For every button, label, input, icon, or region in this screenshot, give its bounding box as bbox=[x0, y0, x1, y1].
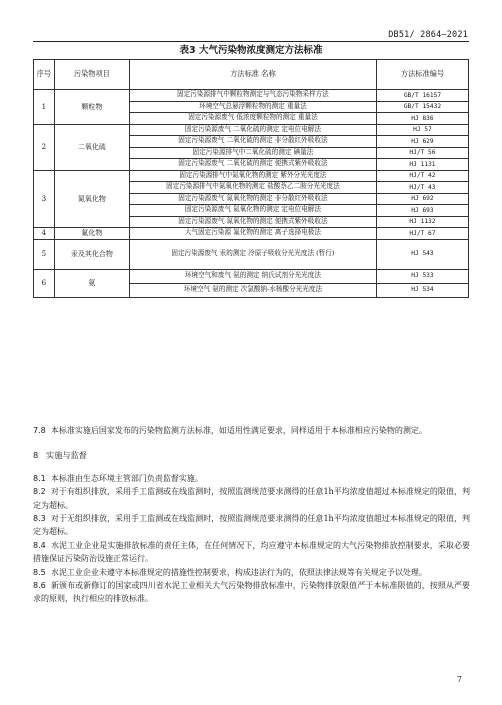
section-title: 实施与监督 bbox=[46, 450, 87, 461]
method-code: HJ 543 bbox=[376, 239, 468, 269]
method-code: HJ 533 bbox=[376, 269, 468, 283]
clause-number: 8.1 bbox=[33, 473, 46, 483]
clause-text: 本标准由生态环境主管部门负责监督实施。 bbox=[50, 473, 203, 483]
table-row bbox=[34, 90, 469, 102]
method-code: HJ 692 bbox=[376, 193, 468, 205]
method-name: 大气固定污染源 氟化物的测定 离子选择电极法 bbox=[129, 228, 376, 240]
method-code: HJ/T 67 bbox=[376, 228, 468, 240]
clause-text: 对于无组织排放，采用手工监测或在线监测时，按照监测规范要求测得的任意1h平均浓度值超过本标准规定的限值，判定为超标。 bbox=[33, 514, 470, 537]
section-heading bbox=[33, 449, 470, 462]
table-row bbox=[34, 269, 469, 283]
clause-8-1 bbox=[33, 472, 470, 485]
clause-8-3 bbox=[33, 512, 470, 539]
section-number: 8 bbox=[33, 450, 39, 461]
method-code: HJ 534 bbox=[376, 283, 468, 297]
method-name: 固定污染源排气中氮氧化物的测定 紫外分光光度法 bbox=[129, 170, 376, 182]
row-number: 3 bbox=[34, 170, 55, 228]
pollutant-name: 二氧化硫 bbox=[54, 124, 129, 170]
method-code: HJ 1132 bbox=[376, 216, 468, 228]
clause-text: 新颁布或新修订的国家或四川省水泥工业相关大气污染物排放标准中，污染物排放限值严于本标准限值的，按照从严要求的原则，执行相应的排放标准。 bbox=[33, 581, 470, 604]
table-title: 表3 大气污染物浓度测定方法标准 bbox=[179, 45, 323, 56]
document-code: DB51/ 2864—2021 bbox=[388, 30, 468, 40]
clause-text: 水泥工业企业是实施排放标准的责任主体，在任何情况下，均应遵守本标准规定的大气污染物排放控制要求，采取必要措施保证污染防治设施正常运行。 bbox=[33, 540, 470, 564]
clause-number: 8.3 bbox=[33, 514, 46, 524]
method-code: HJ/T 56 bbox=[376, 147, 468, 159]
table-row bbox=[34, 124, 469, 136]
clause-8-6 bbox=[33, 579, 470, 606]
pollutant-name: 氨 bbox=[54, 269, 129, 297]
clause-text: 本标准实施后国家发布的污染物监测方法标准，如适用性满足要求，同样适用于本标准相应污染物的测定。 bbox=[50, 426, 427, 435]
table-row bbox=[34, 228, 469, 240]
method-code: HJ/T 42 bbox=[376, 170, 468, 182]
clause-text: 对于有组织排放，采用手工监测或在线监测时，按照监测规范要求测得的任意1h平均浓度值超过本标准规定的限值，判定为超标。 bbox=[33, 487, 470, 510]
clause-number: 8.6 bbox=[33, 581, 46, 591]
method-code: HJ 57 bbox=[376, 124, 468, 136]
table-row bbox=[34, 239, 469, 269]
table-row bbox=[34, 170, 469, 182]
method-name: 固定污染源废气 氮氧化物的测定 非分散红外吸收法 bbox=[129, 193, 376, 205]
row-number: 2 bbox=[34, 124, 55, 170]
pollutant-name: 氮氧化物 bbox=[54, 170, 129, 228]
clause-number: 8.2 bbox=[33, 487, 46, 497]
row-number: 6 bbox=[34, 269, 55, 297]
method-name: 固定污染源废气 二氧化硫的测定 非分散红外吸收法 bbox=[129, 136, 376, 148]
table-header-row bbox=[34, 60, 469, 90]
method-code: HJ 629 bbox=[376, 136, 468, 148]
method-code: HJ 1131 bbox=[376, 159, 468, 171]
body-text bbox=[33, 424, 470, 606]
pollutant-name: 氟化物 bbox=[54, 228, 129, 240]
method-name: 环境空气和废气 氨的测定 纳氏试剂分光光度法 bbox=[129, 269, 376, 283]
pollutant-name: 颗粒物 bbox=[54, 90, 129, 125]
clause-7-8 bbox=[33, 424, 470, 437]
method-standards-table bbox=[33, 59, 469, 298]
method-name: 固定污染源废气 二氧化硫的测定 定电位电解法 bbox=[129, 124, 376, 136]
col-header-pollutant: 污染物项目 bbox=[54, 60, 129, 90]
method-code: GB/T 15432 bbox=[376, 101, 468, 113]
pollutant-name: 汞及其化合物 bbox=[54, 239, 129, 269]
clause-number: 7.8 bbox=[33, 426, 46, 435]
clause-8-4 bbox=[33, 539, 470, 566]
clause-8-2 bbox=[33, 485, 470, 512]
clause-number: 8.5 bbox=[33, 567, 46, 577]
method-name: 固定污染源废气 氮氧化物的测定 便携式紫外吸收法 bbox=[129, 216, 376, 228]
method-name: 环境空气总悬浮颗粒物的测定 重量法 bbox=[129, 101, 376, 113]
row-number: 5 bbox=[34, 239, 55, 269]
col-header-no: 序号 bbox=[34, 60, 55, 90]
row-number: 4 bbox=[34, 228, 55, 240]
method-name: 环境空气 氨的测定 次氯酸钠-水杨酸分光光度法 bbox=[129, 283, 376, 297]
method-code: HJ 693 bbox=[376, 205, 468, 217]
method-name: 固定污染源废气 氮氧化物的测定 定电位电解法 bbox=[129, 205, 376, 217]
method-code: HJ 836 bbox=[376, 113, 468, 125]
clause-text: 水泥工业企业未遵守本标准规定的措施性控制要求，构成违法行为的，依照法律法规等有关规定予以处理。 bbox=[50, 567, 427, 577]
page-number: 7 bbox=[456, 675, 462, 684]
col-header-method-code: 方法标准编号 bbox=[376, 60, 468, 90]
clause-number: 8.4 bbox=[33, 540, 46, 550]
method-name: 固定污染源排气中氮氧化物的测定 盐酸萘乙二胺分光光度法 bbox=[129, 182, 376, 194]
method-name: 固定污染源排气中颗粒物测定与气态污染物采样方法 bbox=[129, 90, 376, 102]
row-number: 1 bbox=[34, 90, 55, 125]
method-name: 固定污染源废气 低浓度颗粒物的测定 重量法 bbox=[129, 113, 376, 125]
method-code: HJ/T 43 bbox=[376, 182, 468, 194]
clause-8-5 bbox=[33, 566, 470, 579]
method-code: GB/T 16157 bbox=[376, 90, 468, 102]
method-name: 固定污染源废气 汞的测定 冷原子吸收分光光度法 (暂行) bbox=[129, 239, 376, 269]
method-name: 固定污染源排气中二氧化硫的测定 碘量法 bbox=[129, 147, 376, 159]
col-header-method-name: 方法标准 名称 bbox=[129, 60, 376, 90]
method-name: 固定污染源废气 二氧化硫的测定 便携式紫外吸收法 bbox=[129, 159, 376, 171]
